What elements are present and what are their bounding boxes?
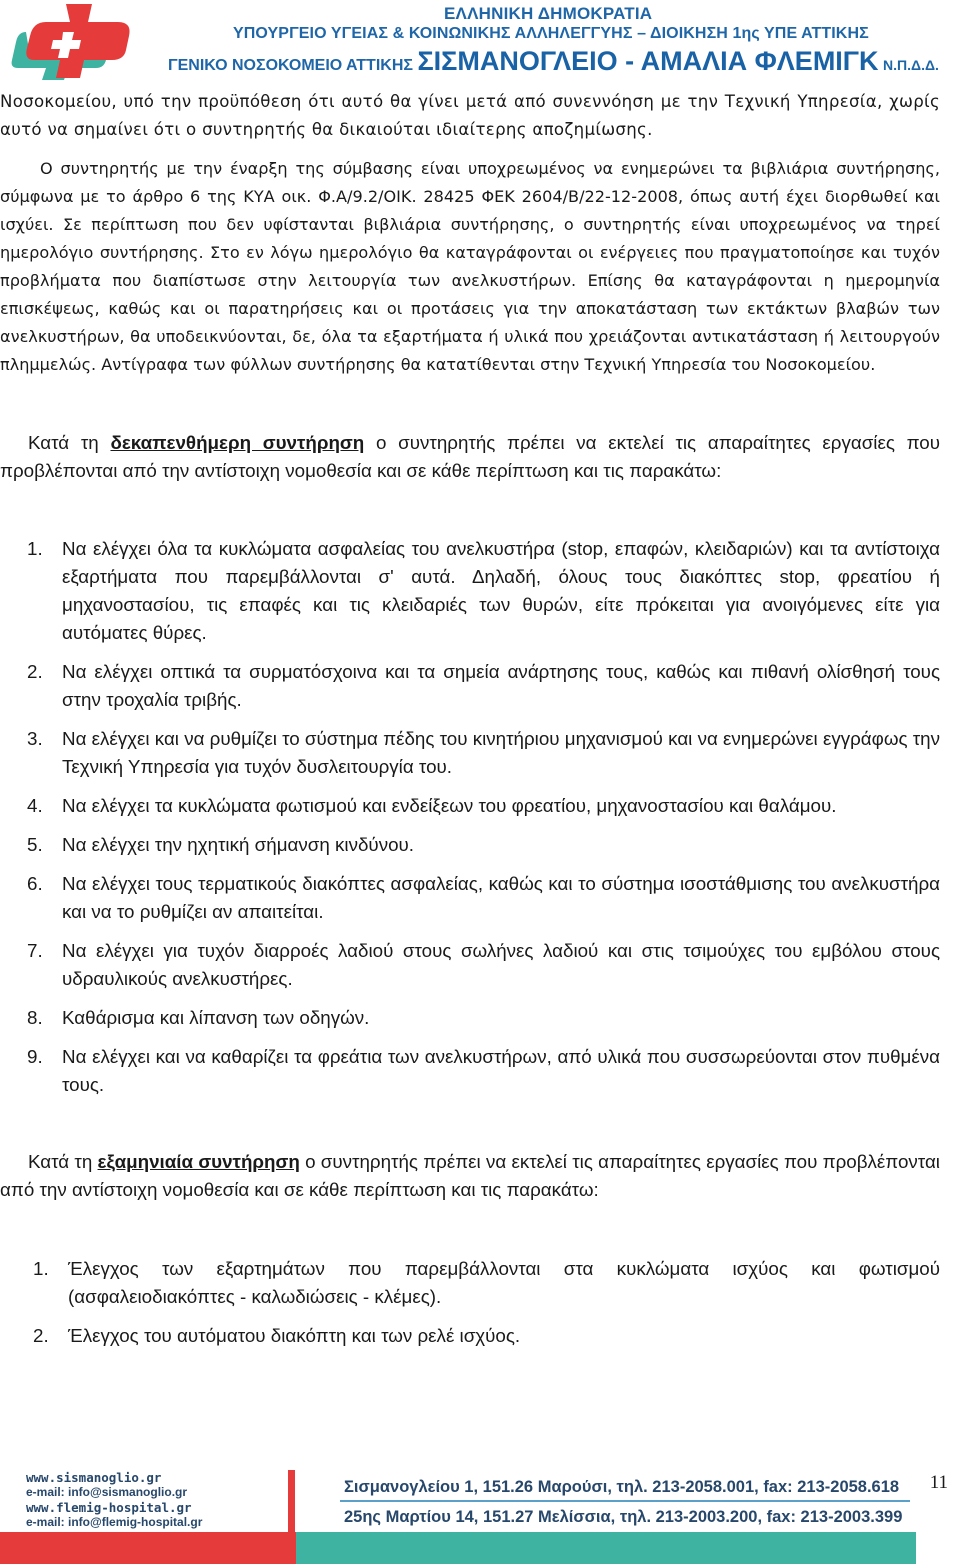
list-item-text: Έλεγχος του αυτόματου διακόπτη και των ρελέ ισχύος. — [68, 1325, 521, 1346]
footer-accent-bar — [288, 1470, 295, 1536]
list-item-number: 3. — [27, 728, 43, 749]
list-item-text: Καθάρισμα και λίπανση των οδηγών. — [62, 1007, 370, 1028]
page-number: 11 — [929, 1472, 948, 1493]
footer-divider — [340, 1500, 910, 1502]
list-item-text: Να ελέγχει την ηχητική σήμανση κινδύνου. — [62, 834, 415, 855]
list-item — [0, 725, 940, 781]
header-country: ΕΛΛΗΝΙΚΗ ΔΗΜΟΚΡΑΤΙΑ — [444, 4, 653, 23]
semiannual-tasks-list — [0, 1255, 940, 1350]
paragraph-continuation: Νοσοκομείου, υπό την προϋπόθεση ότι αυτό θα γίνει μετά από συνεννόηση με την Τεχνική Υπηρεσία, χωρίς αυτό να σημαίνει ότι ο συντηρητής θα δικαιούται ιδιαίτερης αποζημίωσης. — [0, 92, 940, 139]
letterhead — [0, 0, 960, 84]
header-hospital-name: ΣΙΣΜΑΝΟΓΛΕΙΟ - ΑΜΑΛΙΑ ΦΛΕΜΙΓΚ — [417, 46, 879, 76]
intro-text-before: Κατά τη — [28, 432, 111, 453]
list-item — [0, 1043, 940, 1099]
list-item-number: 7. — [27, 940, 43, 961]
list-item-number: 9. — [27, 1046, 43, 1067]
list-item-text: Να ελέγχει τους τερματικούς διακόπτες ασφαλείας, καθώς και το σύστημα ισοστάθμισης του ανελκυστήρα και να το ρυθμίζει αν απαιτείται. — [62, 873, 940, 922]
list-item — [0, 535, 940, 647]
paragraph-maintenance-logbook: Ο συντηρητής με την έναρξη της σύμβασης είναι υποχρεωμένος να ενημερώνει τα βιβλιάρια συντήρησης, σύμφωνα με το άρθρο 6 της ΚΥΑ οικ. Φ.Α/9.2/ΟΙΚ. 28425 ΦΕΚ 2604/Β/22-12-2008, όπως αυτή έχει διορθωθεί και ισχύει. Σε περίπτωση που δεν υφίστανται βιβλιάρια συντήρησης, ο συντηρητής είναι υποχρεωμένος να τηρεί ημερολόγιο συντήρησης. Στο εν λόγω ημερολόγιο θα καταγράφονται οι ενέργειες που πραγματοποίησε και τυχόν προβλήματα που διαπίστωσε στην λειτουργία των ανελκυστήρων. Επίσης θα καταγράφονται η ημερομηνία επισκέψεως, καθώς και οι παρατηρήσεις και οι προτάσεις για την αποκατάσταση των εκτάκτων βλαβών των ανελκυστήρων, θα υποδεικνύονται, δε, όλα τα εξαρτήματα ή υλικά που χρειάζονται αντικατάσταση ή λειτουργούν πλημμελώς. Αντίγραφα των φύλλων συντήρησης θα κατατίθενται στην Τεχνική Υπηρεσία του Νοσοκομείου. — [0, 159, 940, 374]
list-item — [0, 792, 940, 820]
intro-text-after: ο συντηρητής πρέπει να εκτελεί τις απαραίτητες εργασίες που προβλέπονται από την αντίστοιχη νομοθεσία και σε κάθε περίπτωση και τις παρακάτω: — [0, 432, 941, 481]
footer-address-flemig: 25ης Μαρτίου 14, 151.27 Μελίσσια, τηλ. 213-2003.200, fax: 213-2003.399 — [344, 1508, 903, 1526]
list-item-number: 6. — [27, 873, 43, 894]
list-item-number: 5. — [27, 834, 43, 855]
list-item — [0, 658, 940, 714]
list-item-text: Να ελέγχει τα κυκλώματα φωτισμού και ενδείξεων του φρεατίου, μηχανοστασίου και θαλάμου. — [62, 795, 837, 816]
list-item — [0, 870, 940, 926]
list-item-number: 2. — [27, 661, 43, 682]
list-item — [0, 831, 940, 859]
fortnightly-maintenance-intro — [0, 429, 940, 485]
list-item-number: 1. — [33, 1258, 49, 1279]
footer-contacts — [26, 1470, 202, 1530]
header-ministry: ΥΠΟΥΡΓΕΙΟ ΥΓΕΙΑΣ & ΚΟΙΝΩΝΙΚΗΣ ΑΛΛΗΛΕΓΓΥΗΣ – ΔΙΟΙΚΗΣΗ 1ης ΥΠΕ ΑΤΤΙΚΗΣ — [233, 25, 869, 42]
document-body — [0, 88, 940, 1361]
footer-address-sismanoglio: Σισμανογλείου 1, 151.26 Μαρούσι, τηλ. 213-2058.001, fax: 213-2058.618 — [344, 1478, 900, 1496]
footer-stripe-teal — [296, 1532, 916, 1564]
semiannual-maintenance-intro — [0, 1148, 940, 1204]
list-item-number: 4. — [27, 795, 43, 816]
list-item-number: 1. — [27, 538, 43, 559]
list-item — [0, 1255, 940, 1311]
list-item — [0, 1004, 940, 1032]
intro-text-after: ο συντηρητής πρέπει να εκτελεί τις απαραίτητες εργασίες που προβλέπονται από την αντίστοιχη νομοθεσία και σε κάθε περίπτωση και τις παρακάτω: — [0, 1151, 940, 1200]
list-item-number: 2. — [33, 1325, 49, 1346]
footer-email-sismanoglio: e-mail: info@sismanoglio.gr — [26, 1485, 188, 1499]
list-item-text: Να ελέγχει οπτικά τα συρματόσχοινα και τα σημεία ανάρτησης τους, καθώς και πιθανή ολίσθησή τους στην τροχαλία τριβής. — [62, 661, 940, 710]
fortnightly-maintenance-heading: δεκαπενθήμερη συντήρηση — [110, 432, 365, 453]
intro-text-before: Κατά τη — [28, 1151, 98, 1172]
footer-stripe-red — [0, 1532, 296, 1564]
letterhead-footer — [0, 1464, 960, 1568]
header-hospital-suffix: Ν.Π.Δ.Δ. — [883, 57, 939, 73]
header-hospital-prefix: ΓΕΝΙΚΟ ΝΟΣΟΚΟΜΕΙΟ ΑΤΤΙΚΗΣ — [168, 57, 413, 74]
list-item — [0, 1322, 940, 1350]
list-item-text: Να ελέγχει και να ρυθμίζει το σύστημα πέδης του κινητήριου μηχανισμού και να ενημερώνει εγγράφως την Τεχνική Υπηρεσία για τυχόν δυσλειτουργία του. — [62, 728, 941, 777]
header-hospital — [168, 46, 939, 77]
list-item-text: Να ελέγχει για τυχόν διαρροές λαδιού στους σωλήνες λαδιού και στις τσιμούχες του εμβόλου στους υδραυλικούς ανελκυστήρες. — [62, 940, 940, 989]
footer-website-flemig: www.flemig-hospital.gr — [26, 1500, 192, 1515]
list-item-number: 8. — [27, 1007, 43, 1028]
semiannual-maintenance-heading: εξαμηνιαία συντήρηση — [97, 1151, 300, 1172]
list-item-text: Έλεγχος των εξαρτημάτων που παρεμβάλλονται στα κυκλώματα ισχύος και φωτισμού (ασφαλειοδιακόπτες - καλωδιώσεις - κλέμες). — [68, 1258, 940, 1307]
list-item-text: Να ελέγχει και να καθαρίζει τα φρεάτια των ανελκυστήρων, από υλικά που συσσωρεύονται στον πυθμένα τους. — [62, 1046, 940, 1095]
list-item — [0, 937, 940, 993]
hospital-cross-logo-icon — [8, 2, 138, 82]
fortnightly-tasks-list — [0, 535, 940, 1099]
footer-website-sismanoglio: www.sismanoglio.gr — [26, 1470, 162, 1485]
footer-email-flemig: e-mail: info@flemig-hospital.gr — [26, 1515, 203, 1529]
list-item-text: Να ελέγχει όλα τα κυκλώματα ασφαλείας του ανελκυστήρα (stop, επαφών, κλειδαριών) και τα αντίστοιχα εξαρτήματα που παρεμβάλλονται σ' αυτά. Δηλαδή, όλους τους διακόπτες stop, φρεατίου ή μηχανοστασίου, τις επαφές και τις κλειδαριές των θυρών, είτε πρόκειται για ανοιγόμενες είτε για αυτόματες θύρες. — [62, 538, 940, 643]
